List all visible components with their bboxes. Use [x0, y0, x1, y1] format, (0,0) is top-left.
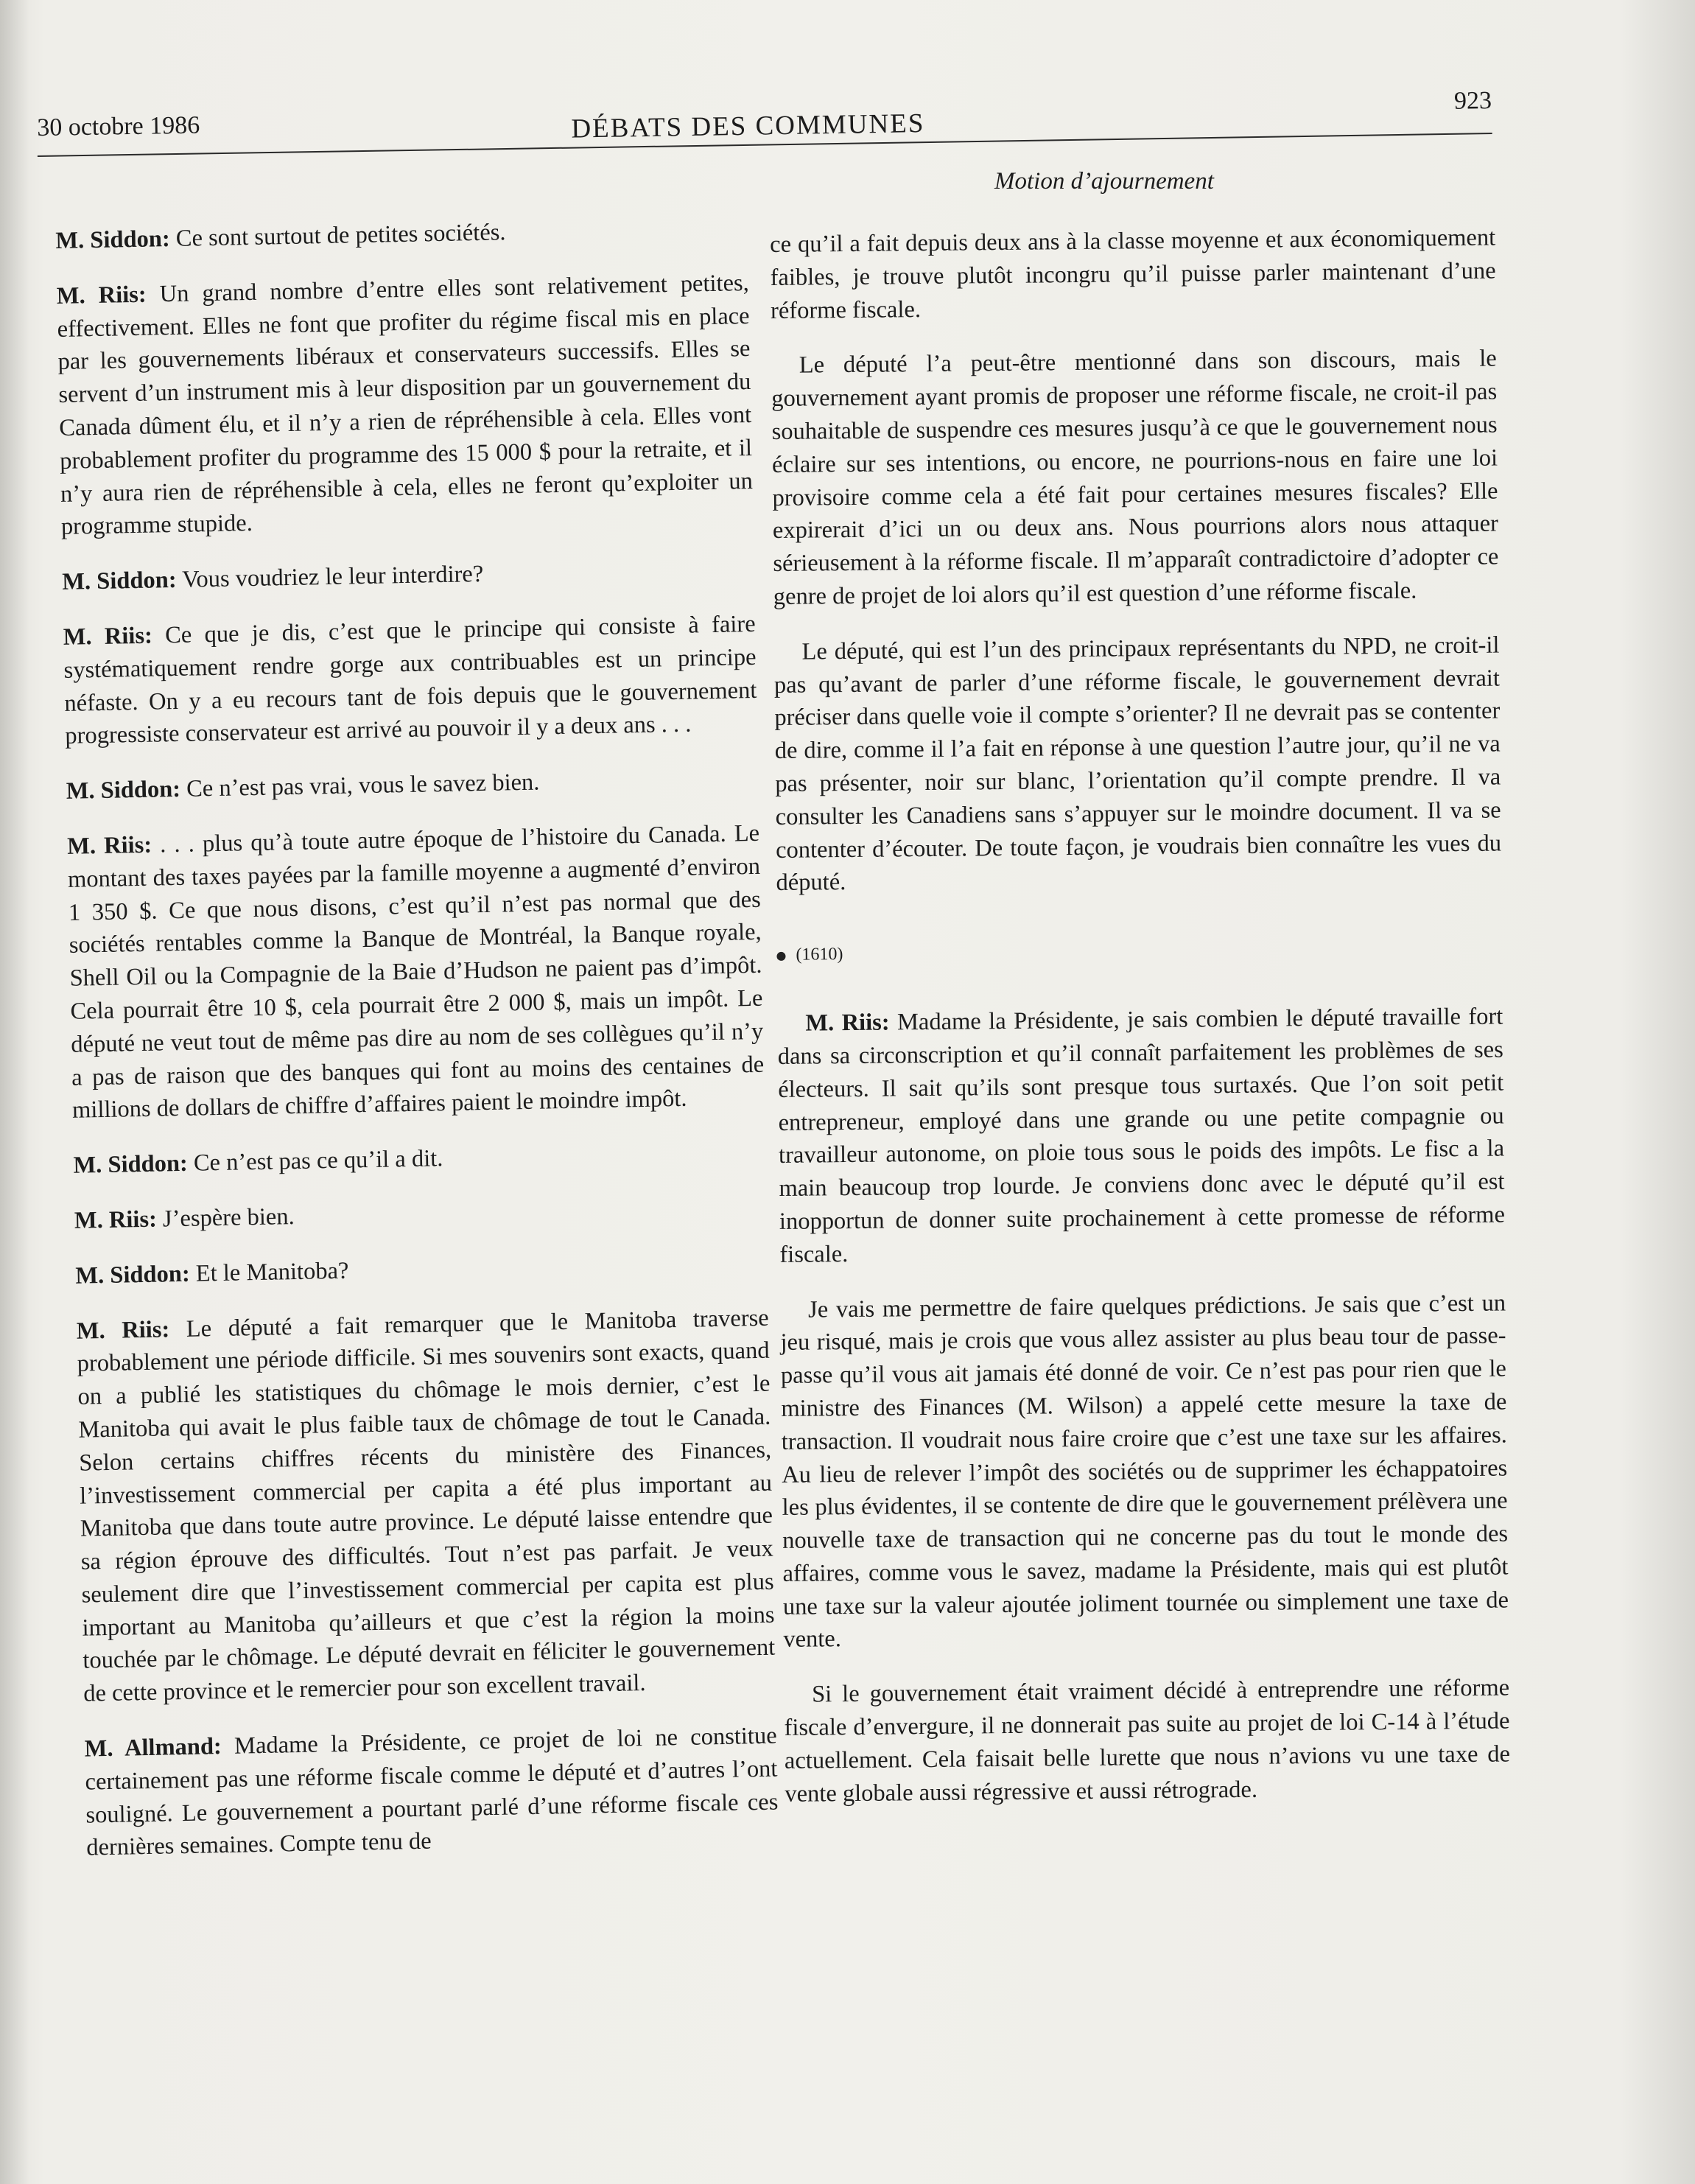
speech-paragraph [75, 1246, 768, 1292]
body-paragraph: Le député l’a peut-être mentionné dans son discours, mais le gouvernement ayant promis de proposer une réforme fiscale, ne croit-il pas souhaitable de suspendre ces mesures jusqu’à ce que le gouvernement nous éclaire sur ses intentions, ou encore, ne pourrions-nous en faire une loi provisoire comme cela a été fait pour certaines mesures fiscales? Elle expirerait d’ici un ou deux ans. Nous pourrions alors nous attaquer sérieusement à la réforme fiscale. Il m’apparaît contradictoire d’adopter ce genre de projet de loi alors qu’il est question d’une réforme fiscale. [771, 345, 1499, 610]
body-paragraph: Le député, qui est l’un des principaux représentants du NPD, ne croit-il pas qu’avant de parler d’une réforme fiscale, le gouvernement devrait préciser dans quelle voie il compte s’orienter? Il ne devrait pas se contenter de dire, comme il l’a fait en réponse à une question l’autre jour, qu’il ne va pas présenter, noir sur blanc, l’orientation qu’il compte prendre. Il va consulter les Canadiens sans s’appuyer sur le moindre document. Il va se contenter d’écouter. De toute façon, je voudrais bien connaître les vues du député. [773, 631, 1502, 897]
speech-paragraph [777, 1001, 1505, 1272]
speech-paragraph [76, 1301, 776, 1711]
speaker-name: M. Siddon: [61, 567, 177, 596]
body-paragraph: Je vais me permettre de faire quelques prédictions. Je sais que c’est un jeu risqué, mais je crois que vous allez assister au plus beau tour de passe-passe qu’il vous ait jamais été donné de voir. Ce n’est pas pour rien que le ministre des Finances (M. Wilson) a appelé cette mesure la taxe de transaction. Il voudrait nous faire croire que c’est une taxe sur les affaires. Au lieu de relever l’impôt des sociétés ou de supprimer les échappatoires les plus évidentes, il se contente de dire que le gouvernement prélèvera une nouvelle taxe de transaction qui ne concerne pas du tout le monde des affaires, comme vous le savez, madame la Présidente, mais qui est plutôt une taxe sur la valeur ajoutée joliment tournée ou simplement une taxe de vente. [780, 1289, 1509, 1653]
right-column [770, 222, 1511, 1833]
speech-text: Un grand nombre d’entre elles sont relativement petites, effectivement. Elles ne font que profiter du régime fiscal mis en place par les gouvernements libéraux et conservateurs successifs. Elles se servent d’un instrument mis à leur disposition par un gouvernement du Canada dûment élu, et il n’y a rien de répréhensible à cela. Elles vont probablement profiter du programme des 15 000 $ pour la retraite, et il n’y aura rien de répréhensible à cela, elles ne feront qu’exploiter un programme stupide. [57, 269, 754, 541]
speaker-name: M. Riis: [66, 831, 152, 860]
header-date: 30 octobre 1986 [37, 111, 200, 141]
page-number: 923 [1453, 86, 1492, 115]
speech-text: Ce que je dis, c’est que le principe qui consiste à faire systématiquement rendre gorge aux contribuables est un principe néfaste. On y a eu recours tant de fois depuis que le gouvernement progressiste conservateur est arrivé au pouvoir il y a deux ans . . . [63, 610, 757, 750]
speech-text: Le député a fait remarquer que le Manitoba traverse probablement une période difficile. Si mes souvenirs sont exacts, quand on a publié les statistiques du chômage le mois dernier, c’est le Manitoba qui avait le plus faible taux de chômage de tout le Canada. Selon certains chiffres récents du ministère des Finances, l’investissement commercial per capita a été plus important au Manitoba que dans toute autre province. Le député laisse entendre que sa région éprouve des difficultés. Tout n’est pas parfait. Je veux seulement dire que l’investissement commercial per capita est plus important au Manitoba qu’ailleurs et que c’est la région la moins touchée par le chômage. Le député devrait en féliciter le gouvernement de cette province et le remercier pour son excellent travail. [77, 1304, 776, 1707]
body-paragraph: Si le gouvernement était vraiment décidé à entreprendre une réforme fiscale d’envergure, il ne donnerait pas suite au projet de loi C-14 à l’étude actuellement. Cela faisait belle lurette que nous n’avions vu une taxe de vente globale aussi régressive et aussi rétrograde. [784, 1674, 1511, 1807]
speech-paragraph [55, 211, 748, 258]
speaker-name: M. Siddon: [66, 776, 181, 805]
left-column [55, 211, 779, 1887]
speaker-name: M. Riis: [56, 281, 147, 309]
time-marker [776, 937, 1502, 966]
speech-paragraph [62, 553, 755, 599]
speech-paragraph [74, 1191, 768, 1238]
speech-paragraph [56, 267, 754, 544]
page-header [37, 86, 1492, 166]
speech-text: Ce n’est pas ce qu’il a dit. [193, 1145, 443, 1177]
speaker-name: M. Siddon: [75, 1260, 191, 1289]
speaker-name: M. Riis: [74, 1205, 158, 1234]
time-marker-text: (1610) [796, 945, 843, 965]
speech-paragraph [63, 608, 757, 753]
speaker-name: M. Siddon: [73, 1149, 189, 1179]
speaker-name: M. Riis: [76, 1315, 170, 1345]
speech-paragraph [73, 1136, 766, 1183]
running-title: Motion d’ajournement [994, 168, 1214, 195]
speech-text: Vous voudriez le leur interdire? [181, 561, 484, 593]
binding-shadow [0, 0, 29, 2184]
speech-paragraph [66, 762, 759, 808]
speech-text: Ce n’est pas vrai, vous le savez bien. [186, 769, 540, 802]
header-title: DÉBATS DES COMMUNES [571, 108, 925, 144]
speech-text: Ce sont surtout de petites sociétés. [175, 219, 506, 252]
bullet-dot-icon [776, 951, 785, 960]
speaker-name: M. Allmand: [84, 1733, 222, 1763]
speech-text: Madame la Présidente, ce projet de loi ne constitue certainement pas une réforme fiscale comme le député et d’autres l’ont souligné. Le gouvernement a pourtant parlé d’une réforme fiscale ces dernières semaines. Compte tenu de [85, 1722, 779, 1862]
speech-text: . . . plus qu’à toute autre époque de l’histoire du Canada. Le montant des taxes payées par la famille moyenne a augmenté d’environ 1 350 $. Ce que nous disons, c’est qu’il n’est pas normal que des sociétés rentables comme la Banque de Montréal, la Banque royale, Shell Oil ou la Compagnie de la Baie d’Hudson ne paient pas d’impôt. Cela pourrait être 10 $, cela pourrait être 2 000 $, mais un impôt. Le député ne veut tout de même pas dire au nom de ses collègues qu’il n’y a pas de raison que des banques qui font au moins des centaines de millions de dollars de chiffre d’affaires paient le moindre impôt. [67, 819, 765, 1124]
speaker-name: M. Riis: [63, 622, 153, 651]
speech-text: Madame la Présidente, je sais combien le député travaille fort dans sa circonscription et qu’il connaît parfaitement les problèmes de ses électeurs. Il sait qu’ils sont presque tous surtaxés. Que l’on soit petit entrepreneur, employé dans une grande ou une petite compagnie ou travailleur autonome, on ploie tous sous le poids des impôts. Le fisc a la main beaucoup trop lourde. Je conviens donc avec le député qu’il est inopportun de donner suite prochainement à cette promesse de réforme fiscale. [777, 1003, 1506, 1268]
continued-paragraph: ce qu’il a fait depuis deux ans à la classe moyenne et aux économiquement faibles, je trouve plutôt incongru qu’il puisse parler maintenant d’une réforme fiscale. [770, 224, 1496, 324]
speaker-name: M. Riis: [805, 1009, 890, 1037]
speech-text: J’espère bien. [162, 1203, 295, 1233]
speech-text: Et le Manitoba? [195, 1257, 349, 1287]
speech-paragraph [67, 817, 765, 1127]
speaker-name: M. Siddon: [55, 225, 171, 254]
speech-paragraph [84, 1720, 779, 1865]
